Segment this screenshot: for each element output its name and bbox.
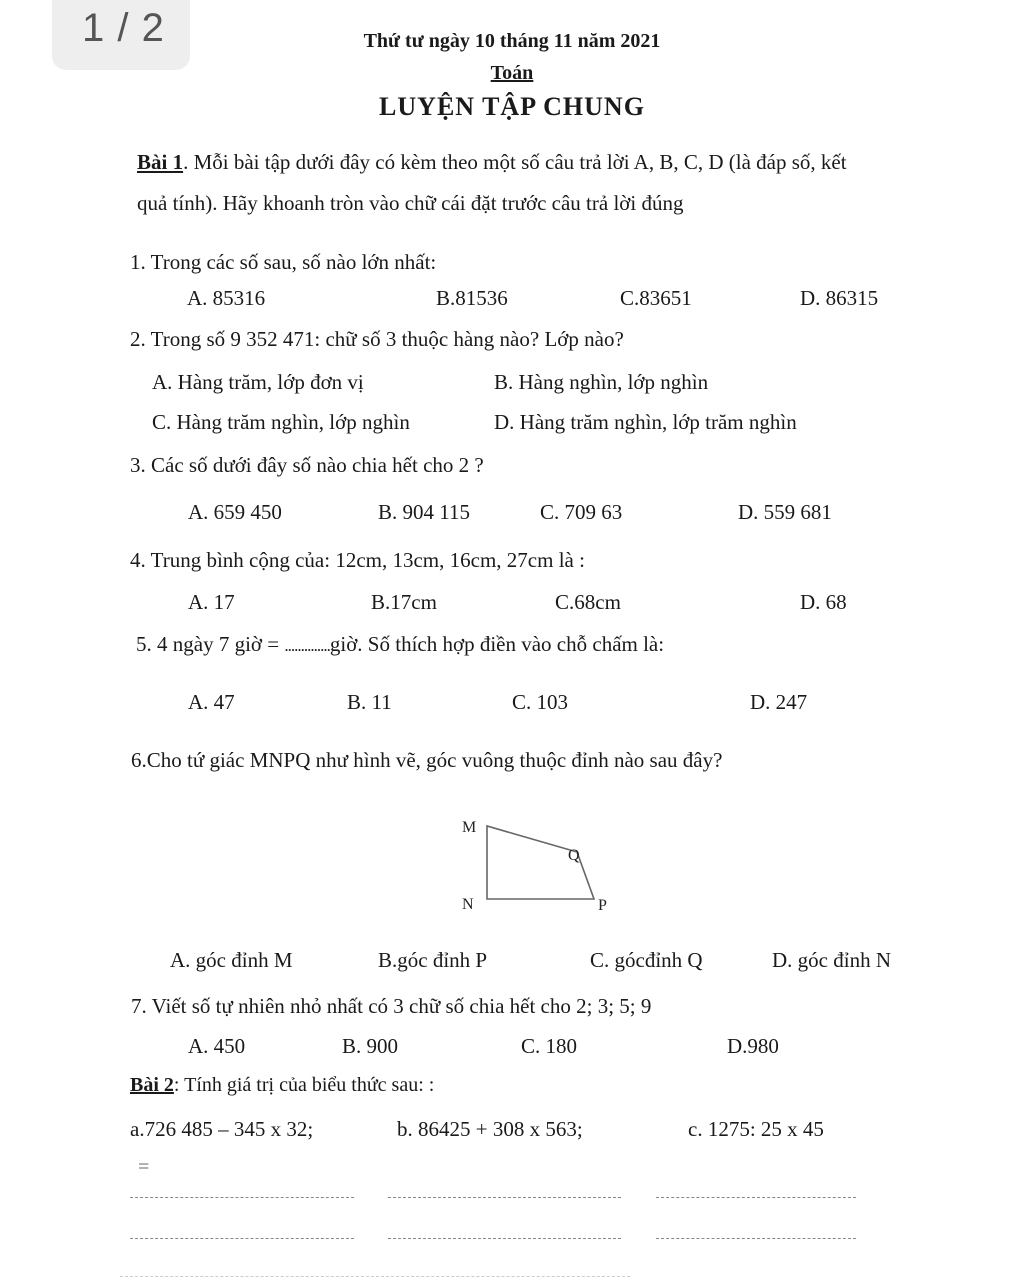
q1-option-d[interactable]: D. 86315 [800,286,879,310]
q6-option-c[interactable]: C. gócđỉnh Q [590,948,703,972]
q7-option-d[interactable]: D.980 [727,1034,779,1058]
q6-option-d[interactable]: D. góc đỉnh N [772,948,891,972]
q3-option-c[interactable]: C. 709 63 [540,500,623,524]
question-2: 2. Trong số 9 352 471: chữ số 3 thuộc hàng nào? Lớp nào? [130,327,624,351]
q6-option-a[interactable]: A. góc đỉnh M [170,948,293,972]
answer-line[interactable] [130,1197,354,1198]
equals-sign: = [138,1156,150,1178]
q4-option-a[interactable]: A. 17 [188,590,235,614]
q7-option-a[interactable]: A. 450 [188,1034,246,1058]
answer-line[interactable] [130,1238,354,1239]
q3-option-d[interactable]: D. 559 681 [738,500,832,524]
q2-option-d[interactable]: D. Hàng trăm nghìn, lớp trăm nghìn [494,410,797,434]
expression-b: b. 86425 + 308 x 563; [397,1117,583,1141]
answer-line[interactable] [656,1197,856,1198]
subject-heading: Toán [490,62,534,84]
question-3: 3. Các số dưới đây số nào chia hết cho 2 ? [130,453,484,477]
vertex-label-q: Q [568,847,580,864]
answer-line[interactable] [120,1276,630,1277]
q5-option-c[interactable]: C. 103 [512,690,569,714]
vertex-label-p: P [598,897,607,914]
answer-line[interactable] [656,1238,856,1239]
quadrilateral-figure [450,810,620,920]
bai2-heading: Bài 2: Tính giá trị của biểu thức sau: : [130,1074,435,1096]
q1-option-c[interactable]: C.83651 [620,286,692,310]
question-5: 5. 4 ngày 7 giờ = ..............giờ. Số thích hợp điền vào chỗ chấm là: [136,632,665,656]
q4-option-c[interactable]: C.68cm [555,590,621,614]
q6-option-b[interactable]: B.góc đỉnh P [378,948,488,972]
fill-blank[interactable]: .............. [284,636,330,655]
question-1: 1. Trong các số sau, số nào lớn nhất: [130,250,437,274]
answer-line[interactable] [388,1197,621,1198]
q3-option-b[interactable]: B. 904 115 [378,500,470,524]
question-7: 7. Viết số tự nhiên nhỏ nhất có 3 chữ số chia hết cho 2; 3; 5; 9 [131,994,652,1018]
page-title: LUYỆN TẬP CHUNG [379,92,645,121]
question-4: 4. Trung bình cộng của: 12cm, 13cm, 16cm, 27cm là : [130,548,585,572]
bai1-line1: Bài 1. Mỗi bài tập dưới đây có kèm theo một số câu trả lời A, B, C, D (là đáp số, kết [137,150,847,174]
expression-a: a.726 485 – 345 x 32; [130,1117,314,1141]
page-indicator: 1 / 2 [52,0,190,70]
expression-c: c. 1275: 25 x 45 [688,1117,824,1141]
q7-option-c[interactable]: C. 180 [521,1034,578,1058]
q4-option-d[interactable]: D. 68 [800,590,847,614]
q4-option-b[interactable]: B.17cm [371,590,437,614]
bai1-line2: quả tính). Hãy khoanh tròn vào chữ cái đặt trước câu trả lời đúng [137,191,684,215]
q3-option-a[interactable]: A. 659 450 [188,500,282,524]
vertex-label-n: N [462,896,474,913]
q1-option-b[interactable]: B.81536 [436,286,508,310]
answer-line[interactable] [388,1238,621,1239]
q1-option-a[interactable]: A. 85316 [187,286,266,310]
q7-option-b[interactable]: B. 900 [342,1034,399,1058]
q2-option-b[interactable]: B. Hàng nghìn, lớp nghìn [494,370,709,394]
q5-option-b[interactable]: B. 11 [347,690,392,714]
question-6: 6.Cho tứ giác MNPQ như hình vẽ, góc vuông thuộc đỉnh nào sau đây? [131,748,723,772]
q5-option-a[interactable]: A. 47 [188,690,235,714]
vertex-label-m: M [462,819,477,836]
q2-option-a[interactable]: A. Hàng trăm, lớp đơn vị [152,370,364,394]
q5-option-d[interactable]: D. 247 [750,690,808,714]
q2-option-c[interactable]: C. Hàng trăm nghìn, lớp nghìn [152,410,410,434]
date-heading: Thứ tư ngày 10 tháng 11 năm 2021 [363,30,661,52]
